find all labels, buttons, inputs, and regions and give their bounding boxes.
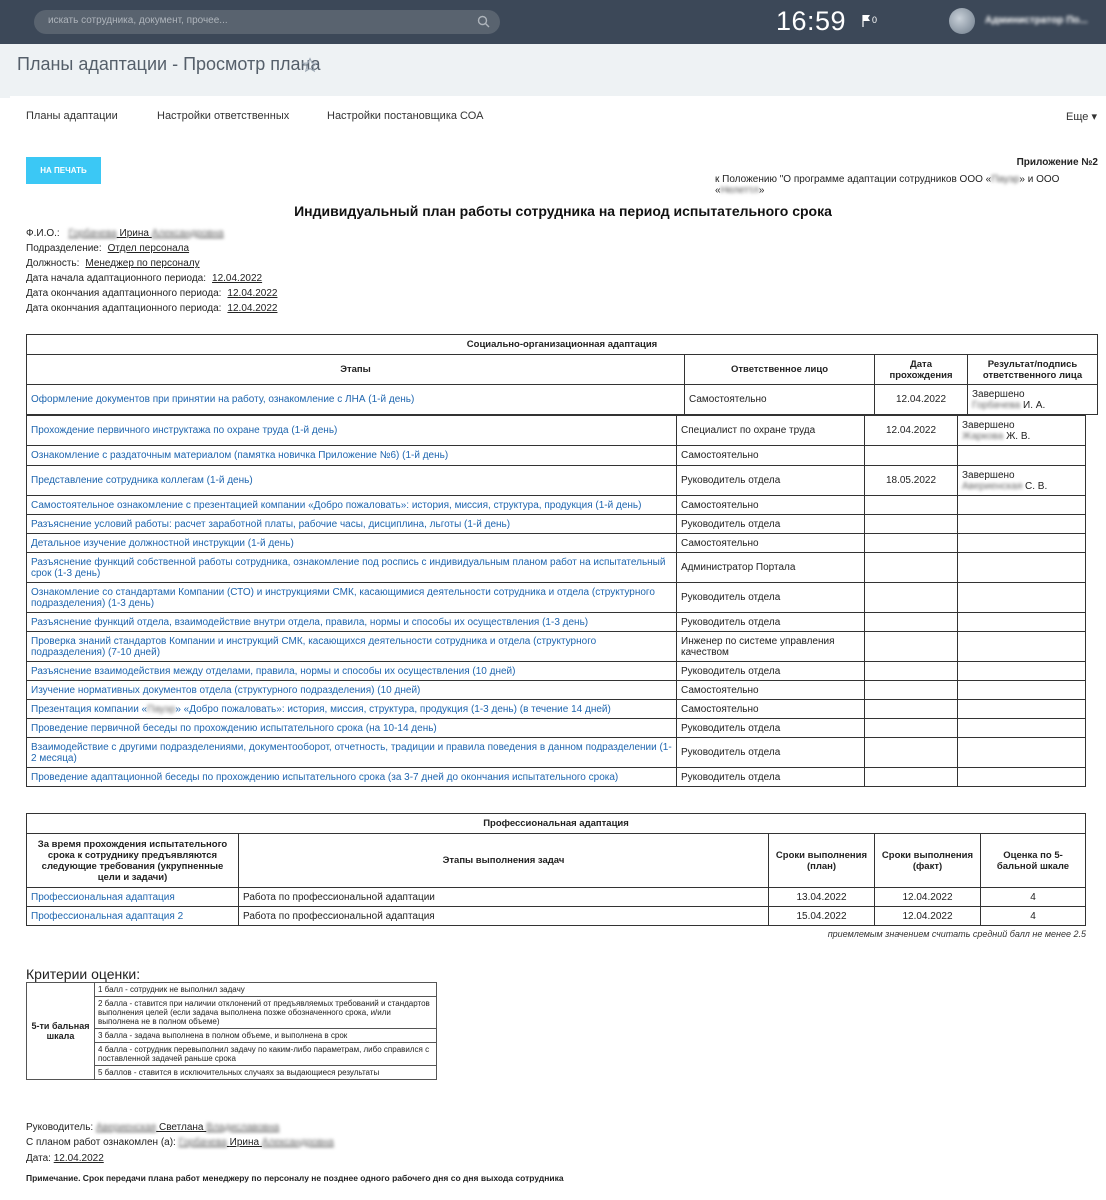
date-cell	[865, 496, 958, 515]
company-name-1: Пауэр	[991, 174, 1020, 185]
company-name[interactable]: Пауэр	[147, 703, 176, 715]
task-stage-cell: Работа по профессиональной адаптация	[239, 907, 769, 926]
responsible-cell: Руководитель отдела	[677, 738, 865, 768]
fio-line	[26, 228, 224, 239]
tab-responsible-settings[interactable]: Настройки ответственных	[157, 110, 290, 122]
fact-cell: 12.04.2022	[875, 907, 981, 926]
clock: 16:59	[776, 6, 847, 36]
criteria-item: 1 балл - сотрудник не выполнил задачу	[95, 983, 437, 997]
manager-value	[96, 1122, 279, 1133]
responsible-cell: Руководитель отдела	[677, 583, 865, 613]
position-label: Должность:	[26, 258, 80, 269]
tab-more[interactable]	[1066, 110, 1097, 123]
result-cell	[958, 466, 1086, 496]
stage-link[interactable]: Прохождение первичного инструктажа по охране труда (1-й день)	[27, 416, 677, 446]
notification-count: 0	[872, 15, 878, 25]
print-button[interactable]: НА ПЕЧАТЬ	[26, 157, 101, 184]
department-label: Подразделение:	[26, 243, 102, 254]
score-cell: 4	[981, 907, 1086, 926]
table-row	[27, 700, 1086, 719]
ack-surname: Горбачева	[178, 1137, 227, 1148]
appendix-text-start: к Положению "О программе адаптации сотрудников ООО «	[715, 174, 992, 185]
responsible-cell: Самостоятельно	[677, 496, 865, 515]
result-cell	[968, 385, 1098, 415]
score-note: приемлемым значением считать средний балл не менее 2.5	[827, 929, 1086, 939]
criteria-table	[26, 982, 437, 1080]
result-cell	[958, 719, 1086, 738]
professional-adaptation-table	[26, 813, 1086, 926]
fio-surname: Горбачева	[68, 228, 117, 239]
appendix-text-end: »	[758, 185, 765, 196]
stage-link[interactable]: Разъяснение функций отдела, взаимодействие внутри отдела, правила, нормы и способы их осуществления (1-3 день)	[27, 613, 677, 632]
fact-cell: 12.04.2022	[875, 888, 981, 907]
start-date-line	[26, 273, 262, 284]
result-cell	[958, 768, 1086, 787]
appendix-text-mid: » и ООО «	[715, 174, 1060, 196]
date-cell: 18.05.2022	[865, 466, 958, 496]
end-date-value-2: 12.04.2022	[227, 303, 278, 314]
chevron-down-icon[interactable]: ▾	[1088, 111, 1097, 123]
social-adaptation-table	[26, 334, 1098, 415]
responsible-cell: Самостоятельно	[677, 681, 865, 700]
signer-initials: С. В.	[1025, 480, 1048, 492]
table-row	[27, 496, 1086, 515]
social-adaptation-table-body	[26, 415, 1086, 787]
header-result: Результат/подпись ответственного лица	[968, 355, 1098, 385]
table-row	[27, 466, 1086, 496]
date-cell	[865, 700, 958, 719]
header-score: Оценка по 5-бальной шкале	[981, 834, 1086, 888]
result-cell	[958, 632, 1086, 662]
scale-label: 5-ти бальная шкала	[27, 983, 95, 1080]
criteria-item: 2 балла - ставится при наличии отклонений от предъявляемых требований и стандартов выполнения целей (если задача выполнена позже обозначенного срока, и/или выполнена не в полном объеме)	[95, 997, 437, 1029]
star-icon[interactable]	[302, 57, 318, 73]
ack-patronymic: Александровна	[261, 1137, 334, 1148]
table-row	[27, 515, 1086, 534]
stage-link[interactable]: Изучение нормативных документов отдела (структурного подразделения) (10 дней)	[27, 681, 677, 700]
result-cell	[958, 662, 1086, 681]
result-cell	[958, 446, 1086, 466]
table-row	[27, 888, 1086, 907]
result-cell	[958, 553, 1086, 583]
responsible-cell: Руководитель отдела	[677, 768, 865, 787]
result-cell	[958, 534, 1086, 553]
stage-link[interactable]	[27, 700, 677, 719]
end-date-label: Дата окончания адаптационного периода:	[26, 288, 222, 299]
end-date-value: 12.04.2022	[227, 288, 278, 299]
tab-soa-settings[interactable]: Настройки постановщика СОА	[327, 110, 484, 122]
criteria-item: 5 баллов - ставится в исключительных случаях за выдающиеся результаты	[95, 1066, 437, 1080]
date-cell	[865, 515, 958, 534]
table-row	[27, 613, 1086, 632]
manager-surname: Авериенская	[95, 1122, 157, 1133]
ack-label: С планом работ ознакомлен (а):	[26, 1137, 176, 1148]
stage-text-start[interactable]: Презентация компании «	[31, 703, 148, 715]
end-date-label-2: Дата окончания адаптационного периода:	[26, 303, 222, 314]
start-date-label: Дата начала адаптационного периода:	[26, 273, 207, 284]
table-row	[27, 416, 1086, 446]
criteria-title: Критерии оценки:	[26, 966, 141, 982]
header-plan: Сроки выполнения (план)	[769, 834, 875, 888]
position-line	[26, 258, 200, 269]
date-value: 12.04.2022	[53, 1153, 104, 1164]
header-fact: Сроки выполнения (факт)	[875, 834, 981, 888]
responsible-cell: Специалист по охране труда	[677, 416, 865, 446]
criteria-item: 4 балла - сотрудник перевыполнил задачу по каким-либо параметрам, либо справился с поставленной задачей раньше срока	[95, 1043, 437, 1066]
date-cell	[865, 583, 958, 613]
responsible-cell: Руководитель отдела	[677, 466, 865, 496]
signer-initials: И. А.	[1023, 399, 1046, 411]
ack-value	[179, 1137, 334, 1148]
result-cell	[958, 613, 1086, 632]
ack-name: Ирина	[229, 1137, 260, 1148]
table-row	[27, 768, 1086, 787]
tab-adaptation-plans[interactable]: Планы адаптации	[26, 110, 118, 122]
result-cell	[958, 416, 1086, 446]
goal-link[interactable]: Профессиональная адаптация	[27, 888, 239, 907]
footnote-text: Примечание. Срок передачи плана работ менеджеру по персоналу не позднее одного рабочего дня со дня выхода сотрудника	[26, 1173, 564, 1183]
avatar[interactable]	[949, 8, 975, 34]
header-task-stages: Этапы выполнения задач	[239, 834, 769, 888]
signer-surname: Горбачева	[972, 399, 1021, 411]
page-title: Планы адаптации - Просмотр плана	[17, 54, 321, 74]
date-cell	[865, 553, 958, 583]
date-cell	[865, 632, 958, 662]
department-line	[26, 243, 189, 254]
score-cell: 4	[981, 888, 1086, 907]
end-date-line	[26, 288, 277, 299]
responsible-cell: Самостоятельно	[677, 534, 865, 553]
date-cell	[865, 681, 958, 700]
stage-link[interactable]: Разъяснение условий работы: расчет заработной платы, рабочие часы, дисциплина, льготы (1-й день)	[27, 515, 677, 534]
fio-patronymic: Александровна	[151, 228, 224, 239]
stage-link[interactable]: Самостоятельное ознакомление с презентацией компании «Добро пожаловать»: история, миссия, структура, продукция (1-й день)	[27, 496, 677, 515]
fio-value	[68, 228, 223, 239]
search-box[interactable]	[34, 10, 500, 34]
result-cell	[958, 738, 1086, 768]
stage-link[interactable]: Детальное изучение должностной инструкции (1-й день)	[27, 534, 677, 553]
table-row	[27, 583, 1086, 613]
plan-cell: 13.04.2022	[769, 888, 875, 907]
stage-link[interactable]: Проведение первичной беседы по прохождению испытательного срока (на 10-14 день)	[27, 719, 677, 738]
date-cell	[865, 768, 958, 787]
table-row	[27, 719, 1086, 738]
table-row	[27, 662, 1086, 681]
header-responsible: Ответственное лицо	[685, 355, 875, 385]
date-cell: 12.04.2022	[875, 385, 968, 415]
header-stages: Этапы	[27, 355, 685, 385]
responsible-cell: Руководитель отдела	[677, 613, 865, 632]
date-cell	[865, 662, 958, 681]
responsible-cell: Руководитель отдела	[677, 662, 865, 681]
fio-label: Ф.И.О.:	[26, 228, 60, 239]
stage-link[interactable]: Ознакомление с раздаточным материалом (памятка новичка Приложение №6) (1-й день)	[27, 446, 677, 466]
result-status: Завершено	[972, 388, 1025, 400]
signer-surname: Авериенская	[962, 480, 1023, 492]
start-date-value: 12.04.2022	[212, 273, 263, 284]
search-icon[interactable]	[477, 15, 490, 28]
stage-link[interactable]: Разъяснение взаимодействия между отделами, правила, нормы и способы их осуществления (10 дней)	[27, 662, 677, 681]
date-cell: 12.04.2022	[865, 416, 958, 446]
responsible-cell: Самостоятельно	[677, 446, 865, 466]
prof-table-title: Профессиональная адаптация	[27, 814, 1086, 834]
responsible-cell: Самостоятельно	[685, 385, 875, 415]
table-row	[27, 681, 1086, 700]
date-cell	[865, 446, 958, 466]
stage-link[interactable]: Ознакомление со стандартами Компании (СТО) и инструкциями СМК, касающимися деятельности сотрудника и отдела (структурного подразделения) (1-3 день)	[27, 583, 677, 613]
responsible-cell: Администратор Портала	[677, 553, 865, 583]
ack-line	[26, 1137, 334, 1148]
date-cell	[865, 719, 958, 738]
date-line	[26, 1153, 104, 1164]
header-date: Дата прохождения	[875, 355, 968, 385]
stage-link[interactable]: Разъяснение функций собственной работы сотрудника, ознакомление под роспись с индивидуальным планом работ на испытательный срок (1-3 день)	[27, 553, 677, 583]
criteria-item: 3 балла - задача выполнена в полном объеме, и выполнена в срок	[95, 1029, 437, 1043]
result-status: Завершено	[962, 419, 1015, 431]
table-row	[27, 385, 1098, 415]
responsible-cell: Самостоятельно	[677, 700, 865, 719]
stage-link[interactable]: Взаимодействие с другими подразделениями, документооборот, отчетность, традиции и правила поведения в данном подразделении (1-2 месяца)	[27, 738, 677, 768]
signer-surname: Жаркова	[962, 430, 1004, 442]
result-cell	[958, 496, 1086, 515]
table-row	[27, 553, 1086, 583]
flag-icon[interactable]	[862, 14, 872, 28]
fio-name: Ирина	[119, 228, 149, 239]
responsible-cell: Инженер по системе управления качеством	[677, 632, 865, 662]
top-bar	[0, 0, 1106, 44]
company-name-2: Нелеттл	[720, 185, 759, 196]
result-status: Завершено	[962, 469, 1015, 481]
responsible-cell: Руководитель отдела	[677, 515, 865, 534]
signer-initials: Ж. В.	[1006, 430, 1031, 442]
table-row	[27, 534, 1086, 553]
date-label: Дата:	[26, 1153, 51, 1164]
result-cell	[958, 583, 1086, 613]
document-title: Индивидуальный план работы сотрудника на период испытательного срока	[294, 203, 832, 219]
date-cell	[865, 738, 958, 768]
responsible-cell: Руководитель отдела	[677, 719, 865, 738]
result-cell	[958, 700, 1086, 719]
plan-cell: 15.04.2022	[769, 907, 875, 926]
result-cell	[958, 681, 1086, 700]
footnote	[26, 1173, 564, 1183]
manager-name: Светлана	[159, 1122, 204, 1133]
table-row	[27, 738, 1086, 768]
date-cell	[865, 613, 958, 632]
stage-link[interactable]: Проверка знаний стандартов Компании и инструкций СМК, касающихся деятельности сотрудника и отдела (структурного подразделения) (7-10 дней)	[27, 632, 677, 662]
social-table-title: Социально-организационная адаптация	[27, 335, 1098, 355]
end-date-line-2	[26, 303, 277, 314]
stage-link[interactable]: Представление сотрудника коллегам (1-й день)	[27, 466, 677, 496]
manager-line	[26, 1122, 279, 1133]
table-row	[27, 446, 1086, 466]
table-row	[27, 632, 1086, 662]
table-row	[27, 907, 1086, 926]
more-label[interactable]: Еще	[1066, 111, 1089, 123]
position-value: Менеджер по персоналу	[85, 258, 200, 269]
appendix-label: Приложение №2	[1016, 157, 1098, 168]
manager-patronymic: Владиславовна	[206, 1122, 280, 1133]
stage-text-end[interactable]: » «Добро пожаловать»: история, миссия, структура, продукция (1-3 день) (в течение 14 дней)	[175, 703, 611, 715]
header-goals: За время прохождения испытательного срока к сотруднику предъявляются следующие требования (укрупненные цели и задачи)	[27, 834, 239, 888]
search-input[interactable]: искать сотрудника, документ, прочее...	[48, 15, 228, 26]
stage-link[interactable]: Проведение адаптационной беседы по прохождению испытательного срока (за 3-7 дней до окончания испытательного срока)	[27, 768, 677, 787]
task-stage-cell: Работа по профессиональной адаптации	[239, 888, 769, 907]
goal-link[interactable]: Профессиональная адаптация 2	[27, 907, 239, 926]
stage-link[interactable]: Оформление документов при принятии на работу, ознакомление с ЛНА (1-й день)	[27, 385, 685, 415]
result-cell	[958, 515, 1086, 534]
user-name[interactable]: Администратор По...	[985, 15, 1088, 26]
date-cell	[865, 534, 958, 553]
manager-label: Руководитель:	[26, 1122, 94, 1133]
department-value: Отдел персонала	[107, 243, 190, 254]
appendix-text	[715, 174, 1106, 196]
